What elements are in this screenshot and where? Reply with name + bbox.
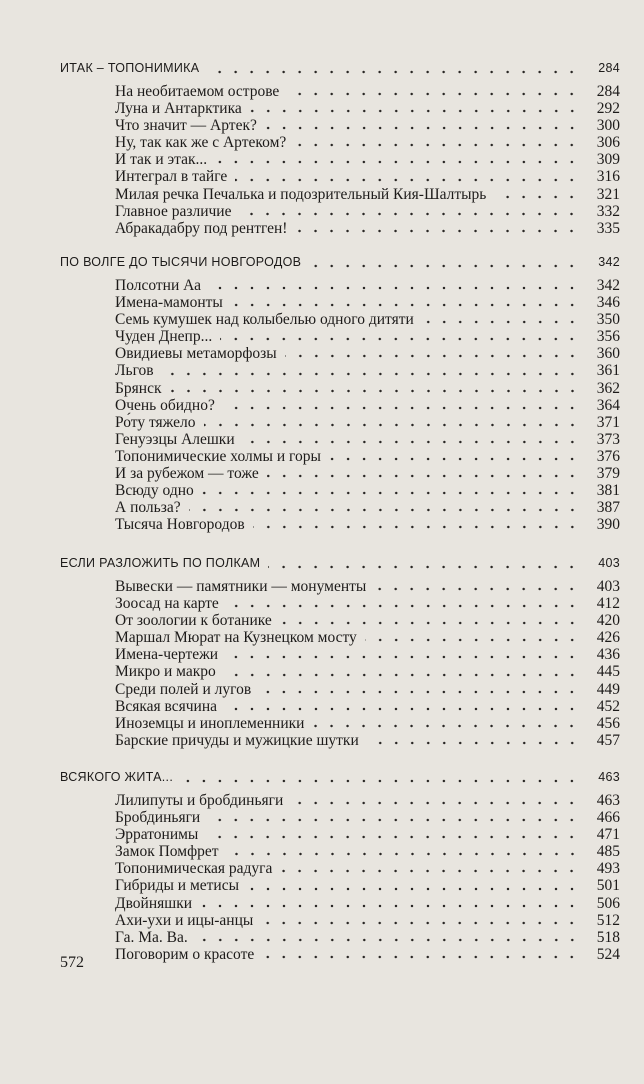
- entry-page: 361: [596, 362, 620, 380]
- entry-page: 373: [596, 430, 620, 448]
- dot-leader: [243, 440, 580, 444]
- toc-entry[interactable]: [60, 578, 620, 595]
- entry-page: 524: [596, 945, 620, 963]
- toc-entry[interactable]: [60, 912, 620, 929]
- section-heading[interactable]: [60, 767, 620, 787]
- entry-title: Брянск: [115, 379, 162, 397]
- entry-page: 364: [596, 396, 620, 414]
- entry-title: Ро́ту тяжело: [115, 413, 196, 431]
- entry-title: Льгов: [115, 362, 154, 380]
- entry-title: Барские причуды и мужицкие шутки: [115, 731, 359, 749]
- entry-title: Очень обидно?: [115, 396, 215, 414]
- entry-page: 412: [596, 595, 620, 613]
- entry-page: 309: [596, 151, 620, 169]
- toc-entry[interactable]: [60, 663, 620, 680]
- toc-entry[interactable]: [60, 151, 620, 168]
- entry-page: 512: [596, 911, 620, 929]
- entry-page: 518: [596, 928, 620, 946]
- entry-title: За́мок Помфрет: [115, 843, 219, 861]
- toc-entry[interactable]: [60, 345, 620, 362]
- dot-leader: [253, 525, 580, 529]
- toc-section: [60, 58, 620, 237]
- entry-title: Чуден Днепр...: [115, 328, 213, 346]
- entry-title: И за рубежом — тоже: [115, 465, 259, 483]
- entry-page: 381: [596, 482, 620, 500]
- entry-page: 362: [596, 379, 620, 397]
- entry-page: 456: [596, 714, 620, 732]
- dot-leader: [170, 389, 581, 393]
- toc-entry[interactable]: [60, 431, 620, 448]
- dot-leader: [422, 320, 580, 324]
- dot-leader: [224, 673, 580, 677]
- dot-leader: [285, 354, 580, 358]
- section-items: [60, 83, 620, 237]
- entry-title: Ахи-ухи и ицы-анцы: [115, 911, 254, 929]
- dot-leader: [291, 801, 580, 805]
- entry-title: Топонимическая радуга: [115, 860, 273, 878]
- entry-title: ПО ВОЛГЕ ДО ТЫСЯЧИ НОВГОРОДОВ: [60, 255, 302, 269]
- entry-page: 485: [596, 843, 620, 861]
- toc-entry[interactable]: [60, 134, 620, 151]
- toc-entry[interactable]: [60, 203, 620, 220]
- toc-entry[interactable]: [60, 843, 620, 860]
- entry-title: Главное различие: [115, 202, 232, 220]
- entry-title: Микро и макро: [115, 663, 216, 681]
- entry-title: И так и этак...: [115, 151, 208, 169]
- dot-leader: [209, 286, 580, 290]
- dot-leader: [309, 264, 580, 268]
- toc-entry[interactable]: [60, 826, 620, 843]
- entry-page: 506: [596, 894, 620, 912]
- entry-title: Гибриды и метисы: [115, 877, 239, 895]
- entry-title: Всякая всячина: [115, 697, 218, 715]
- toc-section: [60, 252, 620, 533]
- entry-page: 403: [598, 556, 620, 570]
- entry-page: 445: [596, 663, 620, 681]
- entry-page: 420: [596, 612, 620, 630]
- dot-leader: [287, 92, 580, 96]
- entry-title: Эрратонимы: [115, 826, 199, 844]
- entry-page: 306: [596, 134, 620, 152]
- toc-entry[interactable]: [60, 448, 620, 465]
- dot-leader: [261, 921, 580, 925]
- entry-title: Поговорим о красоте: [115, 945, 255, 963]
- toc-entry[interactable]: [60, 877, 620, 894]
- entry-page: 292: [596, 100, 620, 118]
- dot-leader: [202, 491, 580, 495]
- entry-title: Овидиевы метаморфозы: [115, 345, 277, 363]
- dot-leader: [226, 655, 580, 659]
- toc-entry[interactable]: [60, 809, 620, 826]
- entry-page: 449: [596, 680, 620, 698]
- dot-leader: [225, 707, 580, 711]
- toc-entry[interactable]: [60, 186, 620, 203]
- section-items: [60, 792, 620, 963]
- toc-entry[interactable]: [60, 929, 620, 946]
- dot-leader: [294, 143, 580, 147]
- toc-entry[interactable]: [60, 277, 620, 294]
- entry-title: Имена-мамонты: [115, 294, 223, 312]
- toc-entry[interactable]: [60, 380, 620, 397]
- dot-leader: [189, 508, 580, 512]
- entry-title: Лилипуты и бробдиньяги: [115, 792, 284, 809]
- toc-entry[interactable]: [60, 612, 620, 629]
- dot-leader: [215, 160, 580, 164]
- entry-page: 321: [596, 185, 620, 203]
- entry-page: 466: [596, 809, 620, 827]
- dot-leader: [235, 178, 580, 182]
- entry-title: На необитаемом острове: [115, 83, 280, 100]
- entry-title: Маршал Мюрат на Кузнецком мосту: [115, 629, 357, 647]
- toc-entry[interactable]: [60, 792, 620, 809]
- toc-entry[interactable]: [60, 715, 620, 732]
- toc-section: [60, 553, 620, 749]
- toc-entry[interactable]: [60, 499, 620, 516]
- dot-leader: [220, 337, 580, 341]
- dot-leader: [262, 955, 580, 959]
- entry-page: 436: [596, 646, 620, 664]
- entry-title: ИТАК – ТОПОНИМИКА: [60, 61, 200, 75]
- toc-entry[interactable]: [60, 860, 620, 877]
- entry-title: Тысяча Новгородов: [115, 516, 245, 534]
- dot-leader: [227, 604, 580, 608]
- toc-entry[interactable]: [60, 117, 620, 134]
- dot-leader: [374, 587, 580, 591]
- entry-page: 360: [596, 345, 620, 363]
- page-number: 572: [60, 954, 84, 971]
- entry-page: 332: [596, 202, 620, 220]
- dot-leader: [196, 938, 580, 942]
- entry-page: 379: [596, 465, 620, 483]
- entry-title: Луна и Антарктика: [115, 100, 242, 118]
- dot-leader: [208, 818, 580, 822]
- dot-leader: [265, 126, 580, 130]
- dot-leader: [329, 457, 580, 461]
- entry-page: 403: [596, 578, 620, 595]
- toc-entry[interactable]: [60, 698, 620, 715]
- dot-leader: [247, 887, 580, 891]
- dot-leader: [367, 741, 580, 745]
- entry-title: Семь кумушек над колыбелью одного дитяти: [115, 311, 414, 329]
- dot-leader: [312, 724, 580, 728]
- entry-page: 493: [596, 860, 620, 878]
- toc-section: [60, 767, 620, 963]
- toc-entry[interactable]: [60, 294, 620, 311]
- section-heading[interactable]: [60, 553, 620, 573]
- toc-entry[interactable]: [60, 482, 620, 499]
- entry-page: 390: [596, 516, 620, 534]
- dot-leader: [207, 70, 580, 74]
- entry-title: Двойняшки: [115, 894, 193, 912]
- entry-page: 342: [596, 277, 620, 294]
- entry-title: Иноземцы и иноплеменники: [115, 714, 305, 732]
- entry-page: 350: [596, 311, 620, 329]
- entry-title: Генуэзцы Алешки: [115, 430, 235, 448]
- entry-page: 300: [596, 117, 620, 135]
- dot-leader: [223, 406, 580, 410]
- entry-page: 371: [596, 413, 620, 431]
- toc-entry[interactable]: [60, 465, 620, 482]
- toc-entry[interactable]: [60, 362, 620, 379]
- entry-title: Всюду одно: [115, 482, 194, 500]
- dot-leader: [280, 621, 580, 625]
- toc-entry[interactable]: [60, 100, 620, 117]
- dot-leader: [227, 852, 580, 856]
- dot-leader: [231, 303, 580, 307]
- toc-entry[interactable]: [60, 414, 620, 431]
- dot-leader: [162, 372, 580, 376]
- toc-entry[interactable]: [60, 168, 620, 185]
- entry-title: От зоологии к ботанике: [115, 612, 272, 630]
- entry-title: Среди полей и лугов: [115, 680, 252, 698]
- entry-title: Что значит — Артек?: [115, 117, 257, 135]
- entry-page: 376: [596, 447, 620, 465]
- toc-entry[interactable]: [60, 629, 620, 646]
- entry-title: ВСЯКОГО ЖИТА...: [60, 770, 174, 784]
- section-items: [60, 578, 620, 749]
- entry-title: Ну, так как же с Артеком?: [115, 134, 287, 152]
- toc-entry[interactable]: [60, 595, 620, 612]
- entry-page: 457: [596, 731, 620, 749]
- dot-leader: [494, 195, 580, 199]
- entry-page: 284: [598, 61, 620, 75]
- entry-title: Имена-чертежи: [115, 646, 219, 664]
- entry-page: 501: [596, 877, 620, 895]
- entry-title: Вывески — памятники — монументы: [115, 578, 367, 595]
- entry-title: Абракадабру под рентген!: [115, 219, 288, 237]
- entry-title: Милая речка Печалька и подозрительный Кия-Шалтырь: [115, 185, 487, 203]
- entry-title: Интеграл в тайге: [115, 168, 228, 186]
- dot-leader: [206, 835, 580, 839]
- dot-leader: [280, 869, 580, 873]
- section-items: [60, 277, 620, 533]
- toc-entry[interactable]: [60, 83, 620, 100]
- dot-leader: [267, 474, 580, 478]
- entry-title: Га. Ма. Ва.: [115, 928, 188, 946]
- dot-leader: [295, 229, 580, 233]
- toc-entry[interactable]: [60, 646, 620, 663]
- entry-page: 471: [596, 826, 620, 844]
- toc-entry[interactable]: [60, 311, 620, 328]
- entry-page: 335: [596, 219, 620, 237]
- entry-page: 346: [596, 294, 620, 312]
- entry-title: А польза?: [115, 499, 181, 517]
- dot-leader: [181, 779, 580, 783]
- entry-page: 452: [596, 697, 620, 715]
- toc-entry[interactable]: [60, 946, 620, 963]
- dot-leader: [250, 109, 580, 113]
- toc-entry[interactable]: [60, 516, 620, 533]
- section-heading[interactable]: [60, 58, 620, 78]
- section-heading[interactable]: [60, 252, 620, 272]
- entry-title: ЕСЛИ РАЗЛОЖИТЬ ПО ПОЛКАМ: [60, 556, 261, 570]
- dot-leader: [239, 212, 580, 216]
- dot-leader: [365, 638, 580, 642]
- entry-page: 387: [596, 499, 620, 517]
- entry-page: 356: [596, 328, 620, 346]
- entry-title: Полсотни Аа: [115, 277, 202, 294]
- toc-entry[interactable]: [60, 895, 620, 912]
- dot-leader: [268, 565, 580, 569]
- toc-entry[interactable]: [60, 220, 620, 237]
- entry-page: 342: [598, 255, 620, 269]
- entry-page: 284: [596, 83, 620, 100]
- dot-leader: [204, 423, 580, 427]
- entry-page: 316: [596, 168, 620, 186]
- dot-leader: [200, 904, 580, 908]
- toc-entry[interactable]: [60, 328, 620, 345]
- entry-page: 463: [596, 792, 620, 809]
- entry-page: 463: [598, 770, 620, 784]
- entry-title: Зоосад на карте: [115, 595, 219, 613]
- entry-page: 426: [596, 629, 620, 647]
- entry-title: Топонимические холмы и горы: [115, 447, 321, 465]
- entry-title: Бробдиньяги: [115, 809, 201, 827]
- toc-entry[interactable]: [60, 732, 620, 749]
- dot-leader: [259, 690, 580, 694]
- toc-entry[interactable]: [60, 681, 620, 698]
- toc-entry[interactable]: [60, 397, 620, 414]
